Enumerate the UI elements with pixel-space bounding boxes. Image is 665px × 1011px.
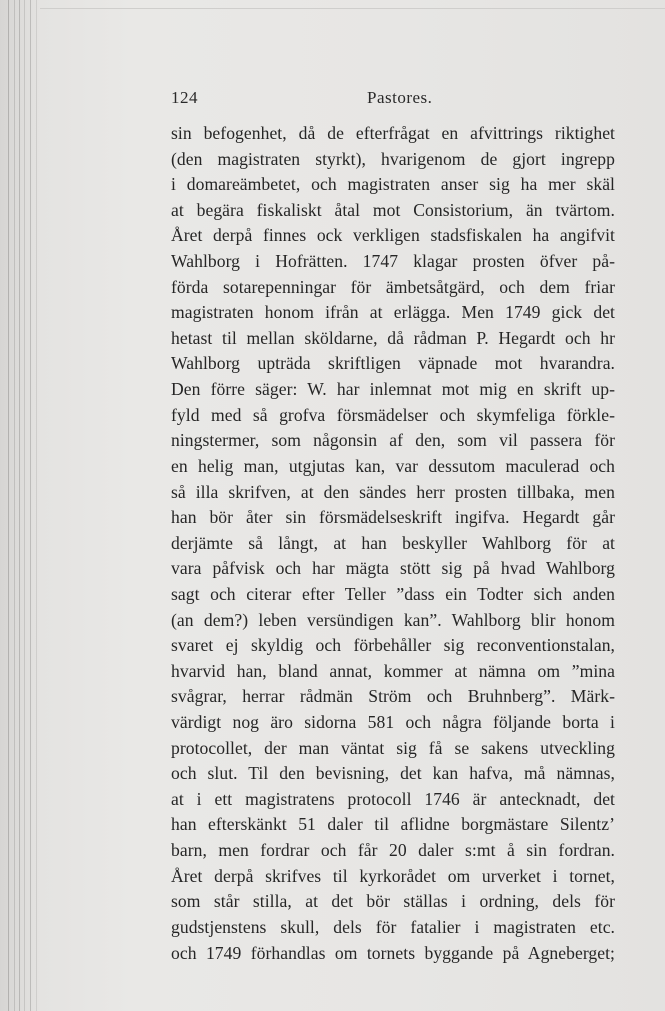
text-line: förda sotarepenningar för ämbetsåtgärd, och dem friar — [171, 276, 615, 297]
text-line: svaret ej skyldig och förbehåller sig reconventionstalan, — [171, 635, 615, 656]
page-edge — [30, 0, 31, 1011]
body-text — [171, 121, 615, 966]
text-line: at begära fiskaliskt åtal mot Consistorium, än tvärtom. — [171, 199, 615, 220]
text-line: hetast til mellan sköldarne, då rådman P. Hegardt och hr — [171, 327, 615, 348]
text-line: Året derpå skrifves til kyrkorådet om urverket i tornet, — [171, 865, 615, 886]
text-line: fyld med så grofva försmädelser och skymfeliga förkle- — [171, 404, 615, 425]
page-edge — [24, 0, 25, 1011]
page-edge — [14, 0, 15, 1011]
page-edge — [36, 0, 37, 1011]
text-line: derjämte så långt, at han beskyller Wahlborg för at — [171, 532, 615, 553]
page-edge — [19, 0, 20, 1011]
text-line: en helig man, utgjutas kan, var dessutom maculerad och — [171, 455, 615, 476]
text-line: sagt och citerar efter Teller ”dass ein Todter sich anden — [171, 583, 615, 604]
page-number: 124 — [171, 88, 198, 107]
text-line: han efterskänkt 51 daler til aflidne borgmästare Silentz’ — [171, 814, 615, 835]
text-line: så illa skrifven, at den sändes herr prosten tillbaka, men — [171, 481, 615, 502]
running-title: Pastores. — [367, 88, 433, 107]
text-line: hvarvid han, bland annat, kommer at nämna om ”mina — [171, 660, 615, 681]
text-line: vara påfvisk och har mägta stött sig på hvad Wahlborg — [171, 558, 615, 579]
text-line: Wahlborg i Hofrätten. 1747 klagar prosten öfver på- — [171, 251, 615, 272]
text-line: och 1749 förhandlas om tornets byggande på Agneberget; — [171, 942, 615, 963]
text-line: och slut. Til den bevisning, det kan hafva, må nämnas, — [171, 763, 615, 784]
text-line: gudstjenstens skull, dels för fatalier i magistraten etc. — [171, 916, 615, 937]
text-line: barn, men fordrar och får 20 daler s:mt å sin fordran. — [171, 840, 615, 861]
page-edge — [8, 0, 9, 1011]
text-line: (den magistraten styrkt), hvarigenom de gjort ingrepp — [171, 148, 615, 169]
text-line: Wahlborg upträda skriftligen väpnade mot hvarandra. — [171, 353, 615, 374]
text-line: magistraten honom ifrån at erlägga. Men 1749 gick det — [171, 302, 615, 323]
text-line: sin befogenhet, då de efterfrågat en afvittrings riktighet — [171, 123, 615, 143]
text-line: protocollet, der man väntat sig få se sakens utveckling — [171, 737, 615, 758]
text-line: Den förre säger: W. har inlemnat mot mig en skrift up- — [171, 379, 615, 400]
running-head — [171, 88, 615, 114]
page-top-edge — [40, 8, 665, 9]
text-line: svågrar, herrar rådmän Ström och Bruhnberg”. Märk- — [171, 686, 615, 707]
text-line: han bör åter sin försmädelseskrift ingifva. Hegardt går — [171, 507, 615, 528]
text-line: Året derpå finnes ock verkligen stadsfiskalen ha angifvit — [171, 225, 615, 246]
text-line: som står stilla, at det bör ställas i ordning, dels för — [171, 891, 615, 912]
text-line: värdigt nog äro sidorna 581 och några följande borta i — [171, 712, 615, 733]
text-line: ningstermer, som någonsin af den, som vil passera för — [171, 430, 615, 451]
text-line: at i ett magistratens protocoll 1746 är antecknadt, det — [171, 788, 615, 809]
text-line: (an dem?) leben versündigen kan”. Wahlborg blir honom — [171, 609, 615, 630]
text-line: i domareämbetet, och magistraten anser sig ha mer skäl — [171, 174, 615, 195]
